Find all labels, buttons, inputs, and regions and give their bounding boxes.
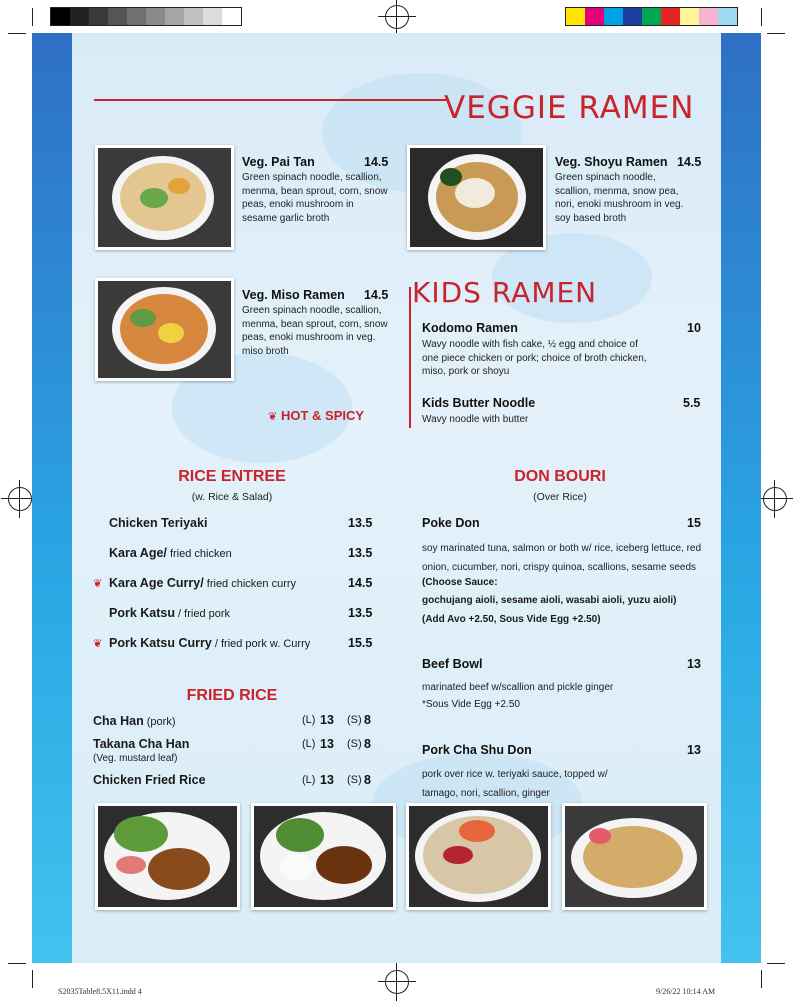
kids-butter-noodle-desc: Wavy noodle with butter <box>422 414 529 425</box>
kids-butter-noodle-price: 5.5 <box>683 396 701 410</box>
crop-mark <box>767 963 785 964</box>
small-price: 8 <box>364 737 371 751</box>
crop-mark <box>32 970 33 988</box>
rice-item-sub: fried chicken <box>166 548 232 560</box>
left-blue-border <box>32 33 72 963</box>
registration-mark <box>385 970 409 994</box>
veg-miso-ramen-price: 14.5 <box>364 288 389 302</box>
small-price: 8 <box>364 773 371 787</box>
large-label: (L) <box>302 774 316 786</box>
rice-item-name: Pork Katsu <box>109 606 175 620</box>
cha-han-photo <box>562 803 707 910</box>
kids-ramen-rule <box>409 287 411 428</box>
rice-item-sub: / fried pork w. Curry <box>211 638 311 650</box>
chili-icon: ❦ <box>93 638 103 650</box>
registration-mark <box>763 487 787 511</box>
veggie-ramen-title: VEGGIE RAMEN <box>444 90 695 126</box>
footer-file-slug: S2035Table8.5X11.indd 4 <box>58 987 142 996</box>
veg-miso-ramen-name: Veg. Miso Ramen <box>242 288 345 302</box>
registration-mark <box>385 5 409 29</box>
rice-item-price: 15.5 <box>348 636 373 650</box>
crop-mark <box>32 8 33 26</box>
header-rule <box>94 99 446 101</box>
crop-mark <box>8 33 26 34</box>
veg-pai-tan-photo <box>95 145 234 250</box>
small-label: (S) <box>347 774 362 786</box>
kara-age-curry-photo <box>95 803 240 910</box>
veg-shoyu-ramen-price: 14.5 <box>677 155 702 169</box>
fried-rice-name: Cha Han <box>93 714 144 728</box>
color-calibration-bar <box>565 7 738 26</box>
rice-item-price: 13.5 <box>348 546 373 560</box>
fried-rice-title: FRIED RICE <box>186 687 278 704</box>
kodomo-ramen-name: Kodomo Ramen <box>422 321 518 335</box>
poke-don-desc: soy marinated tuna, salmon or both w/ rice, iceberg lettuce, red onion, cucumber, nori, crispy quinoa, scallions, sesame seeds <box>422 543 702 573</box>
footer-timestamp: 9/26/22 10:14 AM <box>656 987 716 996</box>
large-price: 13 <box>320 773 334 787</box>
rice-item-price: 14.5 <box>348 576 373 590</box>
rice-item-price: 13.5 <box>348 606 373 620</box>
veg-shoyu-ramen-photo <box>407 145 546 250</box>
crop-mark <box>761 970 762 988</box>
beef-bowl-price: 13 <box>687 657 701 671</box>
right-blue-border <box>721 33 761 963</box>
large-price: 13 <box>320 713 334 727</box>
large-label: (L) <box>302 714 316 726</box>
beef-bowl-desc: marinated beef w/scallion and pickle ginger <box>422 682 614 693</box>
veg-pai-tan-name: Veg. Pai Tan <box>242 155 315 169</box>
small-label: (S) <box>347 714 362 726</box>
don-bouri-note: (Over Rice) <box>533 491 587 503</box>
grayscale-calibration-bar <box>50 7 242 26</box>
poke-don-photo <box>406 803 551 910</box>
large-price: 13 <box>320 737 334 751</box>
pork-cha-shu-don-name: Pork Cha Shu Don <box>422 743 532 757</box>
kids-butter-noodle-name: Kids Butter Noodle <box>422 396 536 410</box>
beef-bowl-extra: *Sous Vide Egg +2.50 <box>422 699 520 710</box>
poke-don-sauce-label: (Choose Sauce: <box>422 577 498 588</box>
pork-cha-shu-don-desc: pork over rice w. teriyaki sauce, topped w/ tamago, nori, scallion, ginger <box>422 769 608 799</box>
veg-pai-tan-price: 14.5 <box>364 155 389 169</box>
rice-entree-note: (w. Rice & Salad) <box>191 491 273 503</box>
fried-rice-row <box>93 714 175 728</box>
poke-don-name: Poke Don <box>422 516 480 530</box>
rice-item-row <box>109 516 207 530</box>
rice-item-name: Kara Age Curry/ <box>109 576 204 590</box>
small-price: 8 <box>364 713 371 727</box>
fried-rice-row <box>93 773 206 787</box>
large-label: (L) <box>302 738 316 750</box>
pork-cha-shu-don-price: 13 <box>687 743 701 757</box>
rice-item-name: Chicken Teriyaki <box>109 516 208 530</box>
chili-icon: ❦ <box>268 411 278 423</box>
poke-don-price: 15 <box>687 516 701 530</box>
rice-entree-title: RICE ENTREE <box>178 468 286 485</box>
veg-shoyu-ramen-name: Veg. Shoyu Ramen <box>555 155 668 169</box>
beef-bowl-name: Beef Bowl <box>422 657 483 671</box>
small-label: (S) <box>347 738 362 750</box>
fried-rice-name: Takana Cha Han <box>93 737 190 751</box>
rice-item-price: 13.5 <box>348 516 373 530</box>
veg-miso-ramen-desc: Green spinach noodle, scallion, menma, bean sprout, corn, snow peas, enoki mushroom in veg. miso broth <box>242 305 388 357</box>
rice-item-sub: fried chicken curry <box>203 578 297 590</box>
fried-rice-sub: (Veg. mustard leaf) <box>93 753 178 764</box>
chili-icon: ❦ <box>93 578 103 590</box>
kodomo-ramen-price: 10 <box>687 321 701 335</box>
poke-don-addons: (Add Avo +2.50, Sous Vide Egg +2.50) <box>422 614 601 625</box>
rice-item-row <box>109 606 230 620</box>
veg-miso-ramen-photo <box>95 278 234 381</box>
chicken-teriyaki-photo <box>251 803 396 910</box>
fried-rice-sub: (pork) <box>143 716 176 728</box>
rice-item-row <box>109 546 232 560</box>
crop-mark <box>767 33 785 34</box>
veg-shoyu-ramen-desc: Green spinach noodle, scallion, menma, snow pea, nori, enoki mushroom in veg. soy based broth <box>555 172 684 224</box>
don-bouri-title: DON BOURI <box>514 468 606 485</box>
kids-ramen-title: KIDS RAMEN <box>412 276 598 309</box>
veg-pai-tan-desc: Green spinach noodle, scallion, menma, bean sprout, corn, snow peas, enoki mushroom in sesame garlic broth <box>242 172 388 224</box>
rice-item-name: Pork Katsu Curry <box>109 636 212 650</box>
poke-don-sauces: gochujang aioli, sesame aioli, wasabi aioli, yuzu aioli) <box>422 595 677 606</box>
rice-item-row <box>109 636 310 650</box>
hot-spicy-legend: HOT & SPICY <box>281 408 365 423</box>
rice-item-name: Kara Age/ <box>109 546 167 560</box>
fried-rice-row <box>93 737 189 751</box>
fried-rice-name: Chicken Fried Rice <box>93 773 206 787</box>
crop-mark <box>761 8 762 26</box>
registration-mark <box>8 487 32 511</box>
crop-mark <box>8 963 26 964</box>
kodomo-ramen-desc: Wavy noodle with fish cake, ½ egg and choice of one piece chicken or pork; choice of broth chicken, miso, pork or shoyu <box>422 339 647 377</box>
rice-item-sub: / fried pork <box>175 608 231 620</box>
rice-item-row <box>109 576 296 590</box>
